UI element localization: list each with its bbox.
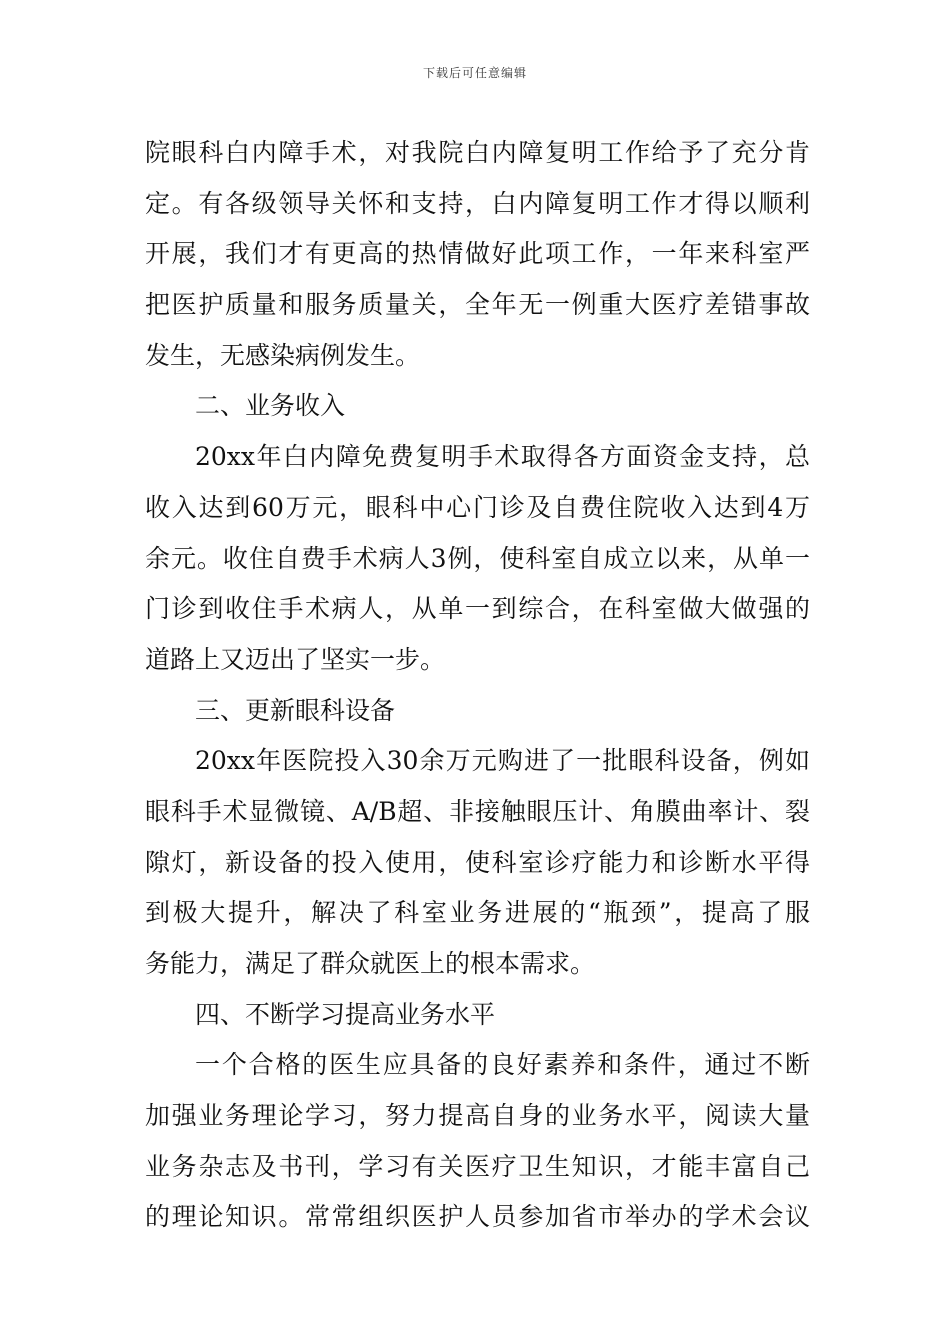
text-line: 到极大提升，解决了科室业务进展的“瓶颈”，提高了服 — [145, 898, 810, 928]
text-line: 20xx年白内障免费复明手术取得各方面资金支持，总 — [195, 442, 810, 472]
text-line: 开展，我们才有更高的热情做好此项工作，一年来科室严 — [145, 239, 810, 269]
text-line: 业务杂志及书刊，学习有关医疗卫生知识，才能丰富自己 — [145, 1151, 810, 1181]
text-line: 道路上又迈出了坚实一步。 — [145, 644, 446, 674]
text-line: 一个合格的医生应具备的良好素养和条件，通过不断 — [195, 1050, 810, 1080]
text-line: 余元。收住自费手术病人3例，使科室自成立以来，从单一 — [145, 543, 810, 573]
text-line: 务能力，满足了群众就医上的根本需求。 — [145, 949, 596, 978]
text-line: 把医护质量和服务质量关，全年无一例重大医疗差错事故 — [145, 290, 810, 320]
section-heading: 三、更新眼科设备 — [195, 695, 396, 725]
text-line: 加强业务理论学习，努力提高自身的业务水平，阅读大量 — [145, 1101, 810, 1131]
text-line: 20xx年医院投入30余万元购进了一批眼科设备，例如 — [195, 746, 810, 776]
text-line: 收入达到60万元，眼科中心门诊及自费住院收入达到4万 — [145, 492, 810, 522]
text-line: 隙灯，新设备的投入使用，使科室诊疗能力和诊断水平得 — [145, 847, 810, 877]
text-line: 门诊到收住手术病人，从单一到综合，在科室做大做强的 — [145, 594, 810, 624]
document-body — [145, 128, 810, 1243]
text-line: 眼科手术显微镜、A/B超、非接触眼压计、角膜曲率计、裂 — [145, 796, 810, 826]
text-line: 的理论知识。常常组织医护人员参加省市举办的学术会议 — [145, 1202, 810, 1232]
section-heading: 四、不断学习提高业务水平 — [195, 999, 496, 1029]
text-line: 定。有各级领导关怀和支持，白内障复明工作才得以顺利 — [145, 188, 810, 218]
section-heading: 二、业务收入 — [195, 391, 346, 421]
text-line: 发生，无感染病例发生。 — [145, 340, 421, 370]
header-note: 下载后可任意编辑 — [422, 66, 527, 80]
text-line: 院眼科白内障手术，对我院白内障复明工作给予了充分肯 — [145, 138, 810, 167]
